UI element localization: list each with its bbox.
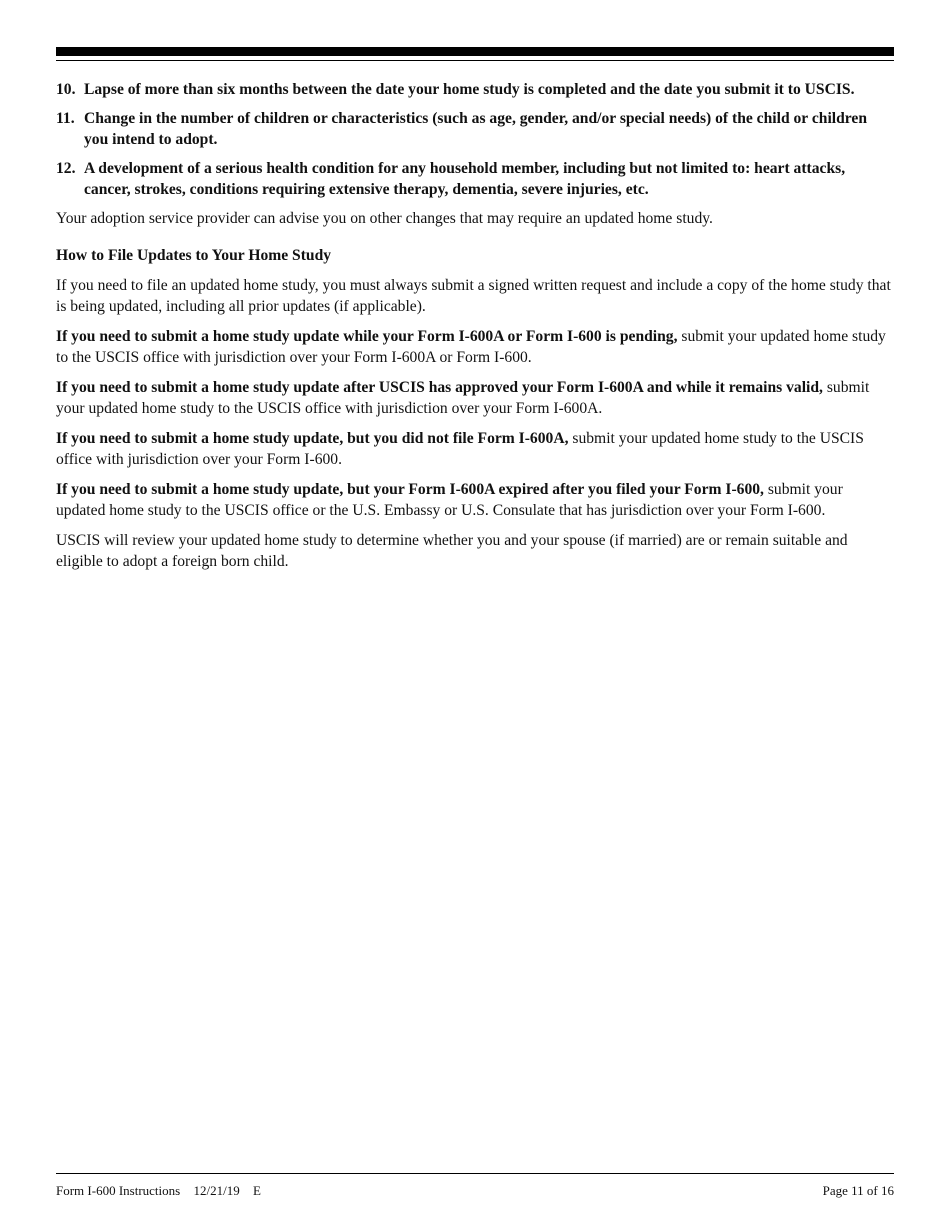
closing-paragraph: USCIS will review your updated home study to determine whether you and your spouse (if married) are or remain suitable and eligible to adopt a foreign born child. xyxy=(56,532,848,570)
paragraph-lead: If you need to submit a home study update while your Form I-600A or Form I-600 is pending, xyxy=(56,328,678,345)
list-item-number: 11. xyxy=(56,110,75,127)
list-item xyxy=(56,158,894,200)
list-item-number: 10. xyxy=(56,81,76,98)
footer-page-number: Page 11 of 16 xyxy=(822,1183,894,1198)
footer-form-info xyxy=(56,1183,271,1199)
list-item xyxy=(56,79,894,100)
section-heading: How to File Updates to Your Home Study xyxy=(56,247,332,264)
footer-form-name: Form I-600 Instructions xyxy=(56,1183,181,1198)
paragraph-expired xyxy=(56,479,894,521)
list-item-number: 12. xyxy=(56,160,76,177)
header-thick-rule xyxy=(56,47,894,56)
list-item xyxy=(56,108,894,150)
paragraph-lead: If you need to submit a home study update, but your Form I-600A expired after you filed your Form I-600, xyxy=(56,481,764,498)
paragraph-body: submit your updated home study to the USCIS office or the U.S. Embassy or U.S. Consulate that has jurisdiction over your Form I-600. xyxy=(56,481,843,519)
footer-edition-date: 12/21/19 xyxy=(193,1183,240,1198)
document-page xyxy=(56,0,894,1230)
list-item-text: Change in the number of children or characteristics (such as age, gender, and/or special needs) of the child or children you intend to adopt. xyxy=(84,110,868,148)
paragraph-lead: If you need to submit a home study update after USCIS has approved your Form I-600A and while it remains valid, xyxy=(56,379,823,396)
paragraph-not-filed xyxy=(56,428,894,470)
list-item-text: Lapse of more than six months between the date your home study is completed and the date you submit it to USCIS. xyxy=(84,81,855,98)
provider-note: Your adoption service provider can advise you on other changes that may require an updated home study. xyxy=(56,210,713,227)
intro-paragraph: If you need to file an updated home study, you must always submit a signed written request and include a copy of the home study that is being updated, including all prior updates (if applicable). xyxy=(56,277,891,315)
paragraph-pending xyxy=(56,326,894,368)
footer-rule xyxy=(56,1173,894,1174)
paragraph-body: submit your updated home study to the USCIS office with jurisdiction over your Form I-600A or Form I-600. xyxy=(56,328,886,366)
header-thin-rule xyxy=(56,60,894,61)
page-content xyxy=(56,79,894,581)
paragraph-body: submit your updated home study to the USCIS office with jurisdiction over your Form I-600A. xyxy=(56,379,870,417)
paragraph-approved xyxy=(56,377,894,419)
page-footer xyxy=(56,1183,894,1199)
paragraph-body: submit your updated home study to the USCIS office with jurisdiction over your Form I-600. xyxy=(56,430,864,468)
list-item-text: A development of a serious health condition for any household member, including but not limited to: heart attacks, cancer, strokes, conditions requiring extensive therapy, dementia, severe injuries, etc. xyxy=(84,160,846,198)
paragraph-lead: If you need to submit a home study update, but you did not file Form I-600A, xyxy=(56,430,569,447)
footer-edition-code: E xyxy=(252,1183,261,1198)
